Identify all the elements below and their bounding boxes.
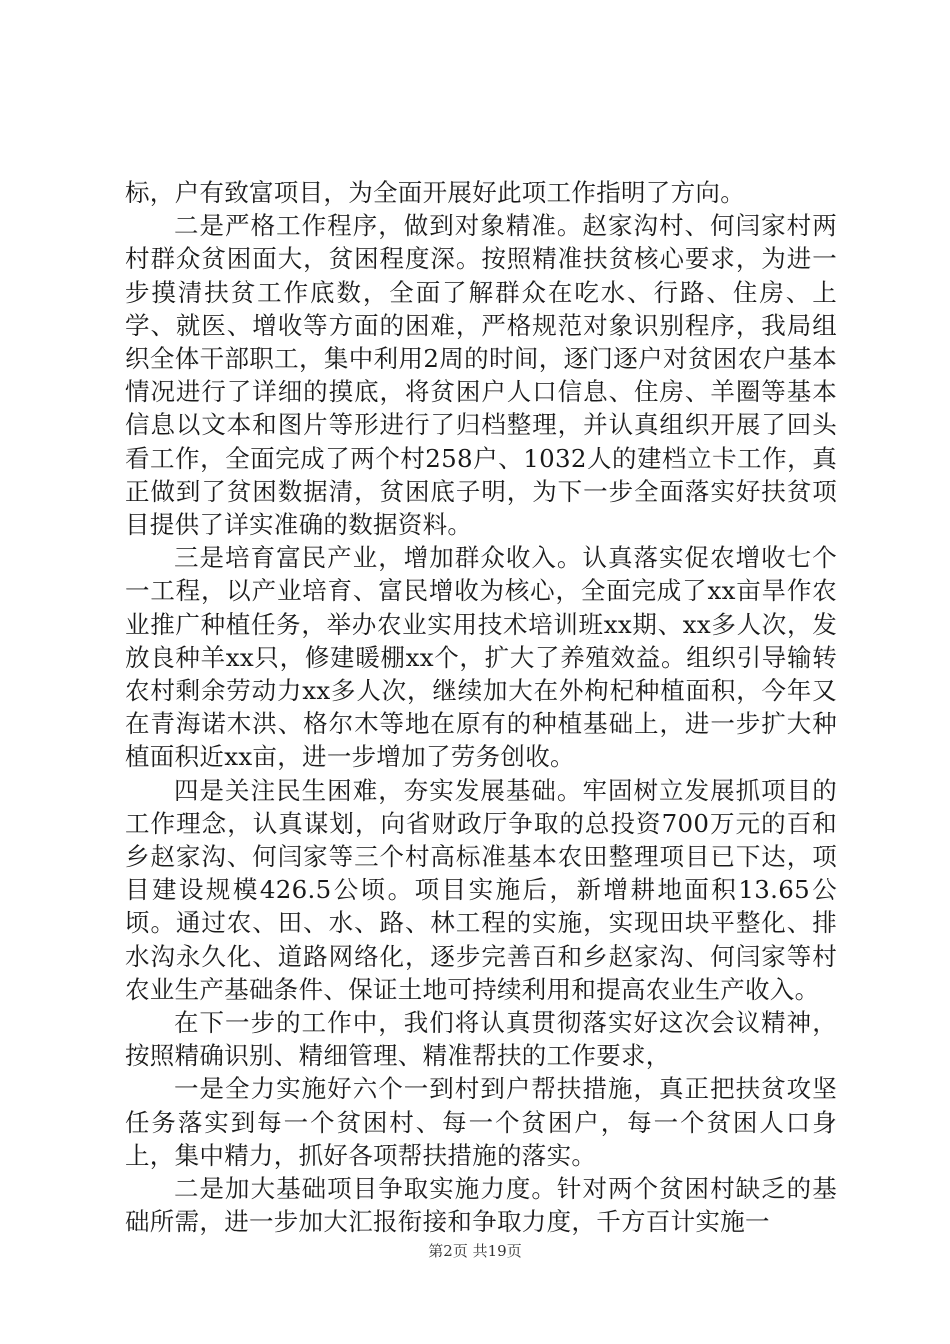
page-number: 第2页 共19页 [428, 1242, 522, 1260]
paragraph-2: 二是严格工作程序，做到对象精准。赵家沟村、何闫家村两村群众贫困面大，贫困程度深。按照精准扶贫核心要求，为进一步摸清扶贫工作底数，全面了解群众在吃水、行路、住房、上学、就医、增收等方面的困难，严格规范对象识别程序，我局组织全体干部职工，集中利用2周的时间，逐门逐户对贫困农户基本情况进行了详细的摸底，将贫困户人口信息、住房、羊圈等基本信息以文本和图片等形进行了归档整理，并认真组织开展了回头看工作，全面完成了两个村258户、1032人的建档立卡工作，真正做到了贫困数据清，贫困底子明，为下一步全面落实好扶贫项目提供了详实准确的数据资料。 [125, 211, 837, 540]
paragraph-3: 三是培育富民产业，增加群众收入。认真落实促农增收七个一工程，以产业培育、富民增收为核心，全面完成了xx亩旱作农业推广种植任务，举办农业实用技术培训班xx期、xx多人次，发放良种羊xx只，修建暖棚xx个，扩大了养殖效益。组织引导输转农村剩余劳动力xx多人次，继续加大在外枸杞种植面积，今年又在青海诺木洪、格尔木等地在原有的种植基础上，进一步扩大种植面积近xx亩，进一步增加了劳务创收。 [125, 543, 837, 772]
page-footer [0, 1240, 950, 1261]
paragraph-5: 在下一步的工作中，我们将认真贯彻落实好这次会议精神，按照精确识别、精细管理、精准帮扶的工作要求， [125, 1008, 837, 1071]
paragraph-4: 四是关注民生困难，夯实发展基础。牢固树立发展抓项目的工作理念，认真谋划，向省财政厅争取的总投资700万元的百和乡赵家沟、何闫家等三个村高标准基本农田整理项目已下达，项目建设规模426.5公顷。项目实施后，新增耕地面积13.65公顷。通过农、田、水、路、林工程的实施，实现田块平整化、排水沟永久化、道路网络化，逐步完善百和乡赵家沟、何闫家等村农业生产基础条件、保证土地可持续利用和提高农业生产收入。 [125, 775, 837, 1004]
body-text [125, 176, 837, 1239]
paragraph-7: 二是加大基础项目争取实施力度。针对两个贫困村缺乏的基础所需，进一步加大汇报衔接和争取力度，千方百计实施一 [125, 1174, 837, 1237]
paragraph-6: 一是全力实施好六个一到村到户帮扶措施，真正把扶贫攻坚任务落实到每一个贫困村、每一个贫困户，每一个贫困人口身上，集中精力，抓好各项帮扶措施的落实。 [125, 1074, 837, 1170]
paragraph-1: 标，户有致富项目，为全面开展好此项工作指明了方向。 [125, 178, 745, 207]
